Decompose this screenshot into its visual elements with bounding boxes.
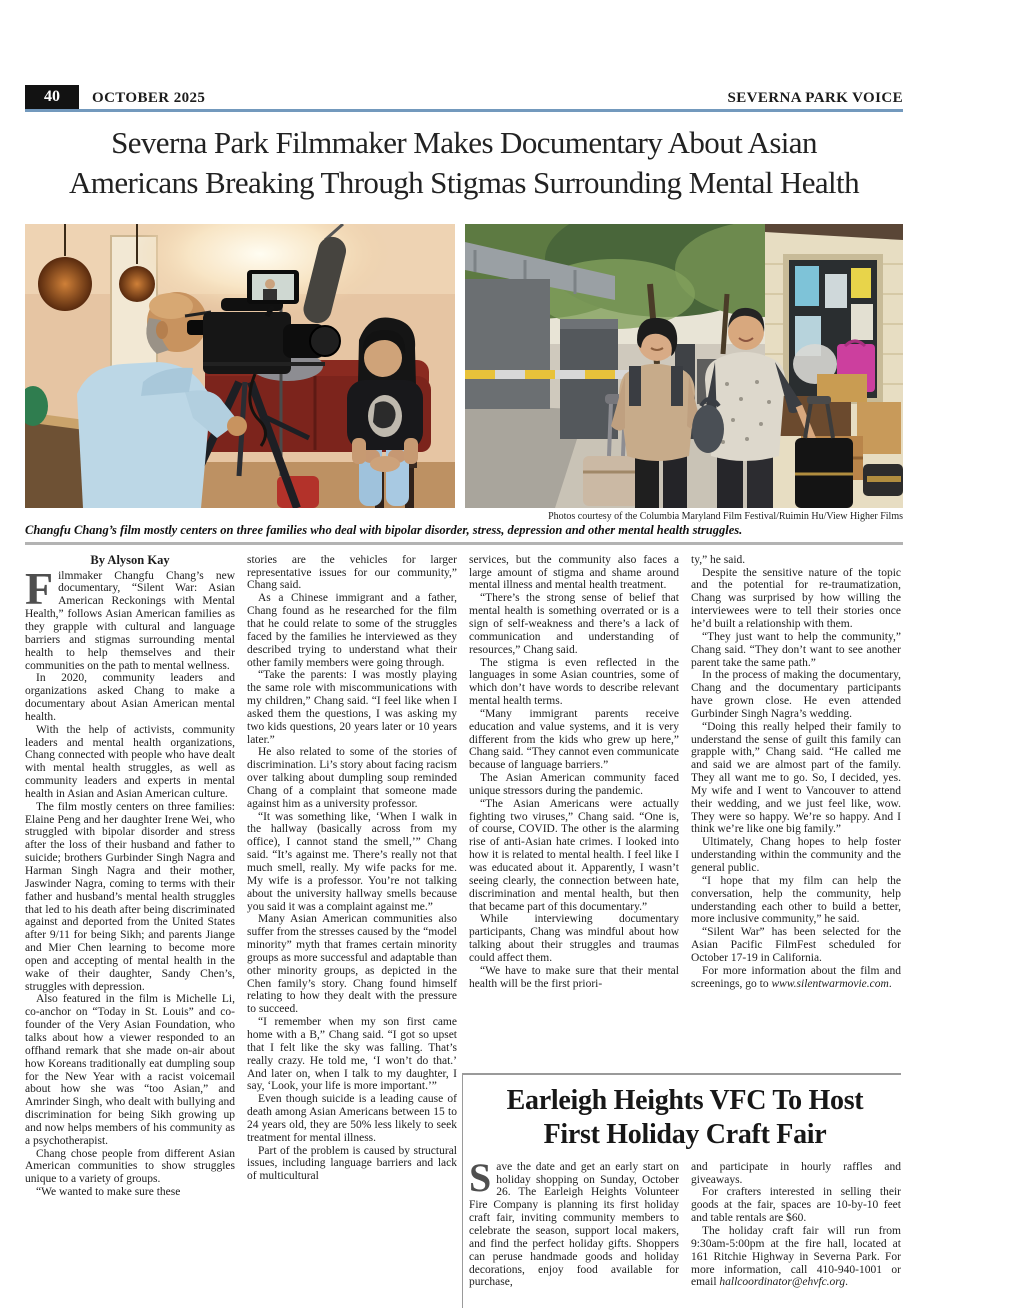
article1-headline (25, 123, 903, 203)
paragraph: “I hope that my film can help the conversation, help the community, help understanding each other to build a better, more inclusive community,” he said. (691, 874, 901, 926)
page-header (25, 85, 903, 112)
article1-column-1 (25, 554, 235, 1308)
headline-line-1: Severna Park Filmmaker Makes Documentary About Asian (111, 125, 817, 160)
article1-column-3 (469, 554, 679, 1071)
paragraph: Part of the problem is caused by structural issues, including language barriers and lack of multicultural (247, 1144, 457, 1183)
paragraph: “Take the parents: I was mostly playing the same role with miscommunications with my children,” Chang said. “I feel like when I asked them the questions, I was asking my two kids questions, 20 years later or 10 years later.” (247, 669, 457, 746)
paragraph: Chang chose people from different Asian American communities to show struggles unique to a variety of groups. (25, 1147, 235, 1186)
paragraph: The film mostly centers on three families: Elaine Peng and her daughter Irene Wei, who struggled with bipolar disorder and stress after the loss of their husband and father to suicide; brothers Gurbinder Singh Nagra and Harman Singh Nagra and their mother, Jaswinder Nagra, coming to terms with their father and husband’s mental health struggles that led to his death after being discriminated against and deported from the United States after 9/11 for being Sikh; and parents Jiange and Mier Chen learning to become more open and accepting of mental health in the wake of their daughter, Sandy Chen’s, struggles with depression. (25, 800, 235, 993)
article1-column-1-text (25, 562, 235, 1199)
article2-columns (469, 1161, 901, 1289)
paragraph: As a Chinese immigrant and a father, Chang found as he researched for the film that he could relate to some of the struggles faced by the families he interviewed as they described trying to understand what their other family members were going through. (247, 592, 457, 669)
photo-two-women-luggage-art (465, 224, 903, 508)
paragraph: stories are the vehicles for larger representative issues for our community,” Chang said. (247, 553, 457, 592)
photo-caption: Changfu Chang’s film mostly centers on three families who deal with bipolar disorder, stress, depression and other mental health struggles. (25, 522, 743, 537)
paragraph: While interviewing documentary participants, Chang was mindful about how talking about their struggles and traumas could affect them. (469, 913, 679, 964)
article2-column-1 (469, 1161, 679, 1289)
photo-credit: Photos courtesy of the Columbia Maryland Film Festival/Ruimin Hu/View Higher Films (548, 510, 903, 522)
page-number: 40 (25, 85, 79, 109)
paragraph: ty,” he said. (691, 553, 746, 566)
article2-headline-line-2: First Holiday Craft Fair (543, 1118, 827, 1150)
paragraph: “They just want to help the community,” Chang said. “They don’t want to see another parent take the same path.” (691, 630, 901, 669)
photo-row (25, 224, 903, 508)
paragraph: Even though suicide is a leading cause of death among Asian Americans between 15 to 24 years old, they are 50% less likely to seek treatment for mental illness. (247, 1093, 457, 1144)
paragraph: Also featured in the film is Michelle Li, co-anchor on “Today in St. Louis” and co-founder of the Very Asian Foundation, who talks about how a viewer responded to an offhand remark that she made on-air about how Koreans traditionally eat dumpling soup for the New Year with a racist voicemail about how she was “too Asian,” and Amrinder Singh, who dealt with bullying and discrimination for being Sikh growing up and now helps members of his community as a psychotherapist. (25, 993, 235, 1147)
issue-date: OCTOBER 2025 (92, 90, 206, 106)
italic-text: hallcoordinator@ehvfc.org (719, 1276, 846, 1289)
paragraph: “There’s the strong sense of belief that mental health is something overrated or is a sign of self-weakness and there’s a lack of communication and understanding of resources,” Chang said. (469, 592, 679, 656)
photo-interview-filming-art (25, 224, 455, 508)
paragraph: For crafters interested in selling their goods at the fair, spaces are 10-by-10 feet and table rentals are $60. (691, 1186, 901, 1225)
paragraph: The Asian American community faced unique stressors during the pandemic. (469, 772, 679, 797)
paragraph: Despite the sensitive nature of the topic and the potential for re-traumatization, Chang was surprised by how willing the interviewees were to tell their stories once he’d built a relationship with them. (691, 566, 901, 630)
right-section (469, 554, 901, 1308)
masthead: SEVERNA PARK VOICE (727, 90, 903, 106)
article1-right-columns (469, 554, 901, 1071)
dropcap: F (25, 562, 54, 614)
caption-divider (25, 542, 903, 545)
photo-two-women-luggage (465, 224, 903, 508)
paragraph: “Silent War” has been selected for the Asian Pacific FilmFest scheduled for October 17-19 in California. (691, 926, 901, 964)
photo-interview-filming (25, 224, 455, 508)
paragraph: “The Asian Americans were actually fighting two viruses,” Chang said. “One is, of course, COVID. The other is the alarming rise of anti-Asian hate crimes. I looked into how it is related to mental health. I feel like I was educated about it. Apparently, I wasn’t seeing clearly, the connection between hate, discrimination and mental health, but then that became part of this documentary.” (469, 797, 679, 913)
article2-block (462, 1073, 901, 1308)
paragraph: The holiday craft fair will run from 9:30am-5:00pm at the fire hall, located at 161 Ritchie Highway in Severna Park. For more information, call 410-940-1001 or email hallcoordinator@ehvfc.org. (691, 1224, 901, 1289)
paragraph: Save the date and get an early start on holiday shopping on Sunday, October 26. The Earleigh Heights Volunteer Fire Company is planning its first holiday craft fair, inviting community members to celebrate the season, support local makers, and find the perfect holiday gifts. Shoppers can peruse handmade goods and holiday decorations, enjoy food available for purchase, (469, 1160, 679, 1289)
article1-column-2 (247, 554, 457, 1308)
article2-headline-line-1: Earleigh Heights VFC To Host (506, 1084, 864, 1116)
paragraph: Ultimately, Chang hopes to help foster understanding within the community and the general public. (691, 836, 901, 875)
article2-column-2 (691, 1161, 901, 1289)
paragraph: Many Asian American communities also suffer from the stresses caused by the “model minority” myth that frames certain minority groups as more successful and adaptable than other minority groups, as depicted in the Chen family’s story. Chang found himself relating to how they dealt with the pressure to succeed. (247, 913, 457, 1016)
paragraph: With the help of activists, community leaders and mental health organizations, Chang connected with people who have dealt with mental health struggles, as well as community leaders and experts in mental health in Asian and Asian American culture. (25, 723, 235, 800)
byline: By Alyson Kay (90, 553, 170, 567)
paragraph: services, but the community also faces a large amount of stigma and shame around mental illness and mental health treatment. (469, 553, 679, 592)
paragraph: “Doing this really helped their family to understand the sense of guilt this family can grapple with,” Chang said. “He called me and said we are almost part of the family. They all want me to go. So, I decided, yes. My wife and I went to Vancouver to attend their wedding, and we just feel like, wow. They were so happy. We’re so happy. And I think we’re like one big family.” (691, 720, 901, 836)
article-body (25, 554, 903, 1308)
page-content (25, 85, 903, 1308)
article2-headline (469, 1084, 901, 1152)
paragraph: and participate in hourly raffles and giveaways. (691, 1160, 901, 1186)
headline-line-2: Americans Breaking Through Stigmas Surrounding Mental Health (69, 165, 859, 200)
paragraph: “We wanted to make sure these (36, 1186, 181, 1199)
paragraph: He also related to some of the stories of discrimination. Li’s story about facing racism over talking about dumpling soup reminded Chang of a complaint that someone made against him as a university professor. (247, 746, 457, 810)
italic-text: www.silentwarmovie.com (771, 977, 889, 990)
paragraph: “It was something like, ‘When I walk in the hallway (basically across from my office), I cannot stand the smell,’” Chang said. “It’s against me. There’s really not that much smell, really. My wife packs for me. My wife is a professor. You’re not talking about the university hallway smells because you said it was a complaint against me.” (247, 810, 457, 913)
dropcap: S (469, 1160, 492, 1200)
paragraph: “We have to make sure that their mental health will be the first priori- (469, 964, 679, 990)
paragraph: Filmmaker Changfu Chang’s new documentary, “Silent War: Asian American Reckonings with Mental Health,” follows Asian American families as they grapple with cultural and language barriers and stigmas surrounding mental health to help themselves and their communities on the path to mental wellness. (25, 562, 235, 672)
paragraph: “I remember when my son first came home with a B,” Chang said. “I got so upset that I felt like the sky was falling. That’s really crazy. He told me, ‘I won’t do that.’ And later on, when I talk to my daughter, I say, ‘Look, your life is more important.’” (247, 1016, 457, 1093)
paragraph: “Many immigrant parents receive education and value systems, and it is very different from the kids who grew up here,” Chang said. “They cannot even communicate because of language barriers.” (469, 707, 679, 772)
article1-column-4 (691, 554, 901, 1071)
paragraph: For more information about the film and screenings, go to www.silentwarmovie.com. (691, 964, 901, 990)
paragraph: The stigma is even reflected in the languages in some Asian countries, some of which don’t have words to describe relevant mental health terms. (469, 656, 679, 708)
paragraph: In 2020, community leaders and organizations asked Chang to make a documentary about Asian American mental health. (25, 672, 235, 723)
paragraph: In the process of making the documentary, Chang and the documentary participants have grown close. He even attended Gurbinder Singh Nagra’s wedding. (691, 669, 901, 720)
